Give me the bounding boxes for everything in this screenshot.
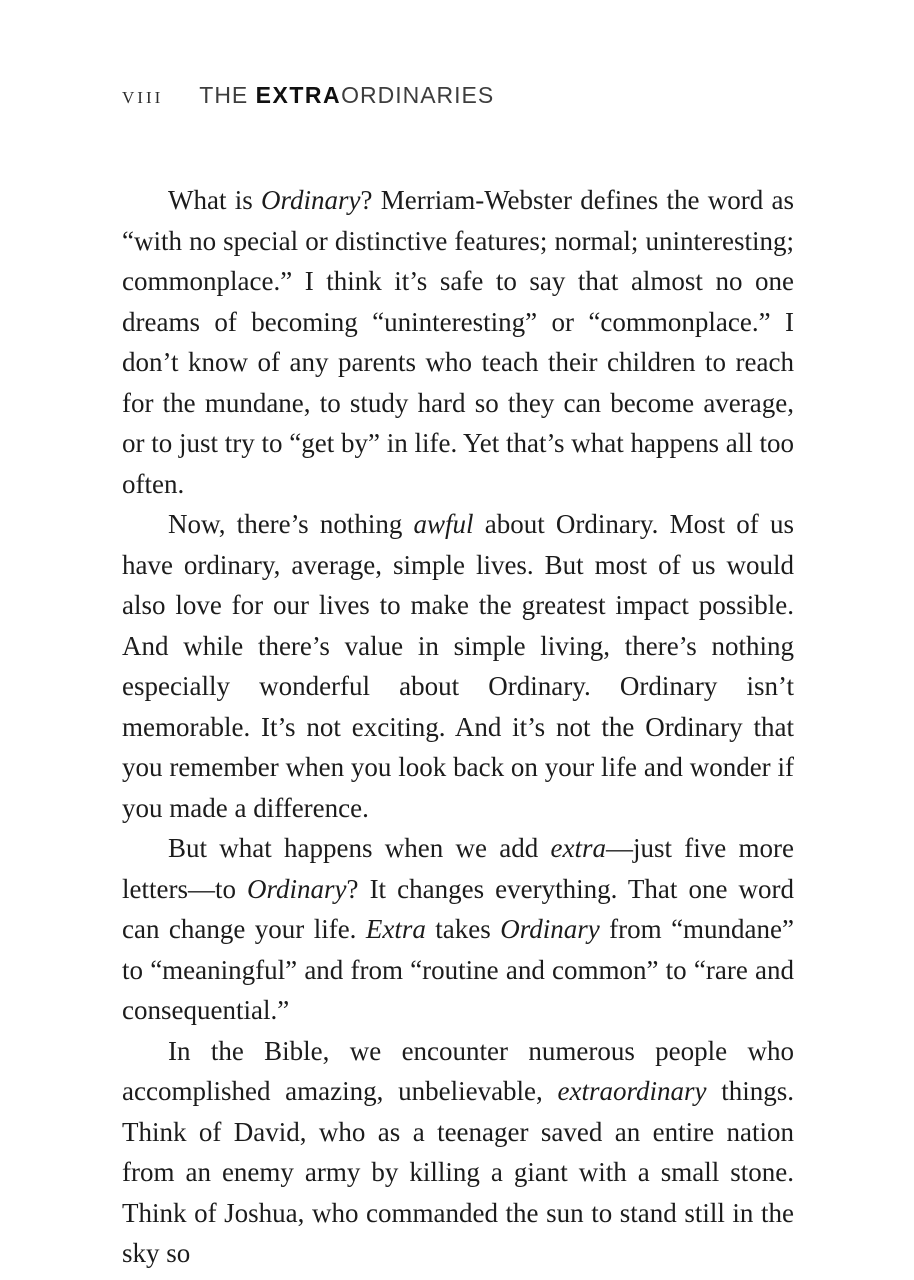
book-title bbox=[199, 82, 494, 109]
text-run: —just five more letters—to bbox=[122, 833, 794, 904]
page-number: VIII bbox=[122, 88, 164, 107]
italic-text-run: extraordinary bbox=[557, 1076, 707, 1106]
italic-text-run: Extra bbox=[365, 914, 426, 944]
italic-text-run: extra bbox=[550, 833, 606, 863]
paragraph bbox=[122, 828, 794, 1031]
text-run: things. Think of David, who as a teenager saved an entire nation from an enemy army by killing a giant with a small stone. Think of Joshua, who commanded the sun to stand still in the sky so bbox=[122, 1076, 795, 1268]
book-title-pre: THE bbox=[199, 82, 256, 108]
text-run: In the Bible, we encounter numerous people who accomplished amazing, unbelievable, bbox=[122, 1035, 794, 1106]
text-run: takes bbox=[425, 914, 501, 944]
italic-text-run: Ordinary bbox=[500, 914, 600, 944]
book-title-emphasis: EXTRA bbox=[255, 82, 342, 108]
text-run: from “mundane” to “meaningful” and from “routine and common” to “rare and consequential.” bbox=[122, 914, 795, 1025]
italic-text-run: Ordinary bbox=[247, 873, 347, 904]
text-run: But what happens when we add bbox=[168, 833, 551, 863]
italic-text-run: Ordinary bbox=[261, 185, 361, 215]
running-head bbox=[122, 82, 494, 109]
text-run: What is bbox=[168, 185, 262, 215]
paragraph bbox=[122, 504, 794, 828]
text-run: Now, there’s nothing bbox=[168, 509, 414, 539]
paragraph bbox=[122, 180, 794, 504]
text-run: about Ordinary. Most of us have ordinary, average, simple lives. But most of us would also love for our lives to make the greatest impact possible. And while there’s value in simple living, there’s nothing especially wonderful about Ordinary. Ordinary isn’t memorable. It’s not exciting. And it’s not the Ordinary that you remember when you look back on your life and wonder if you made a difference. bbox=[122, 509, 794, 823]
paragraph bbox=[122, 1031, 794, 1274]
page-body-text bbox=[122, 180, 794, 1274]
italic-text-run: awful bbox=[413, 509, 474, 539]
text-run: ? It changes everything. That one word can change your life. bbox=[122, 873, 794, 944]
text-run: ? Merriam-Webster defines the word as “with no special or distinctive features; normal; uninteresting; commonplace.” I think it’s safe to say that almost no one dreams of becoming “uninteresting” or “commonplace.” I don’t know of any parents who teach their children to reach for the mundane, to study hard so they can become average, or to just try to “get by” in life. Yet that’s what happens all too often. bbox=[122, 185, 794, 499]
book-title-post: ORDINARIES bbox=[341, 82, 495, 108]
